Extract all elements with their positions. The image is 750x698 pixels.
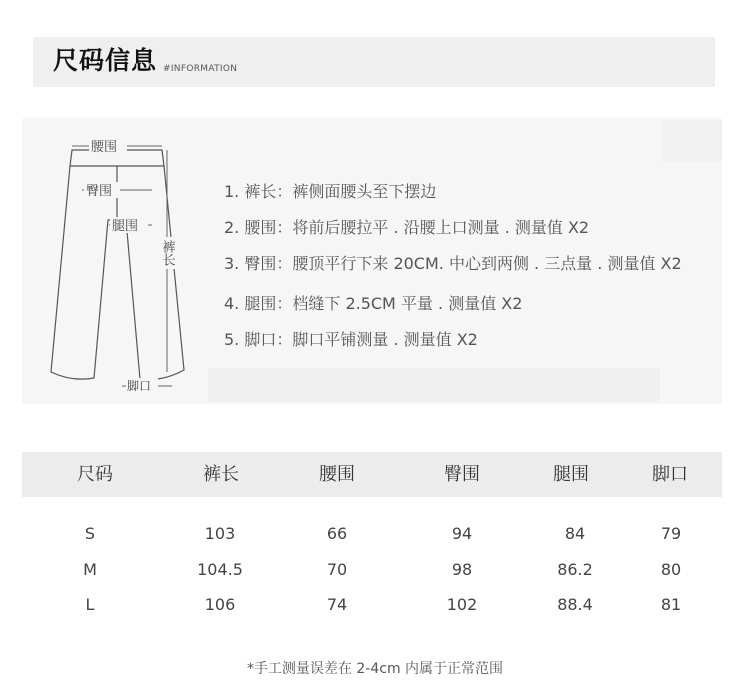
length-label: 裤长 <box>159 240 175 266</box>
table-cell: S <box>84 524 96 543</box>
decorative-block <box>662 120 722 162</box>
definition-item: 4. 腿围：档缝下 2.5CM 平量 . 测量值 X2 <box>224 294 523 313</box>
definition-item: 3. 臀围：腰顶平行下来 20CM. 中心到两侧 . 三点量 . 测量值 X2 <box>224 254 682 273</box>
definition-item: 2. 腰围：将前后腰拉平 . 沿腰上口测量 . 测量值 X2 <box>224 218 590 237</box>
pants-diagram <box>42 132 192 397</box>
measurement-footnote: *手工测量误差在 2-4cm 内属于正常范围 <box>246 661 504 677</box>
table-cell: 84 <box>564 524 586 543</box>
definition-item: 5. 脚口：脚口平铺测量 . 测量值 X2 <box>224 330 478 349</box>
table-cell: 104.5 <box>197 560 243 579</box>
size-table-header <box>22 452 722 497</box>
column-header: 尺码 <box>77 464 113 485</box>
column-header: 脚口 <box>652 464 688 485</box>
column-header: 裤长 <box>203 464 239 485</box>
table-cell: 98 <box>451 560 473 579</box>
hem-label: 脚口 <box>127 379 152 393</box>
table-cell: M <box>83 560 97 579</box>
table-cell: 81 <box>660 595 682 614</box>
column-header: 臀围 <box>444 464 480 485</box>
page-subtitle: #INFORMATION <box>163 64 238 74</box>
column-header: 腿围 <box>553 464 589 485</box>
table-cell: 66 <box>326 524 348 543</box>
page-title: 尺码信息 <box>53 46 158 75</box>
table-cell: 88.4 <box>557 595 593 614</box>
table-cell: 79 <box>660 524 682 543</box>
decorative-block <box>208 368 660 402</box>
table-cell: 94 <box>451 524 473 543</box>
table-cell: 70 <box>326 560 348 579</box>
table-cell: 102 <box>446 595 478 614</box>
header-bar <box>33 37 715 87</box>
definition-item: 1. 裤长：裤侧面腰头至下摆边 <box>224 182 437 201</box>
thigh-label: 腿围 <box>112 219 139 234</box>
table-cell: 80 <box>660 560 682 579</box>
waist-label: 腰围 <box>91 140 118 155</box>
table-cell: 103 <box>204 524 236 543</box>
table-cell: 106 <box>204 595 236 614</box>
table-cell: 86.2 <box>557 560 593 579</box>
hip-label: 臀围 <box>86 184 113 199</box>
table-cell: L <box>85 595 95 614</box>
table-cell: 74 <box>326 595 348 614</box>
column-header: 腰围 <box>319 464 355 485</box>
